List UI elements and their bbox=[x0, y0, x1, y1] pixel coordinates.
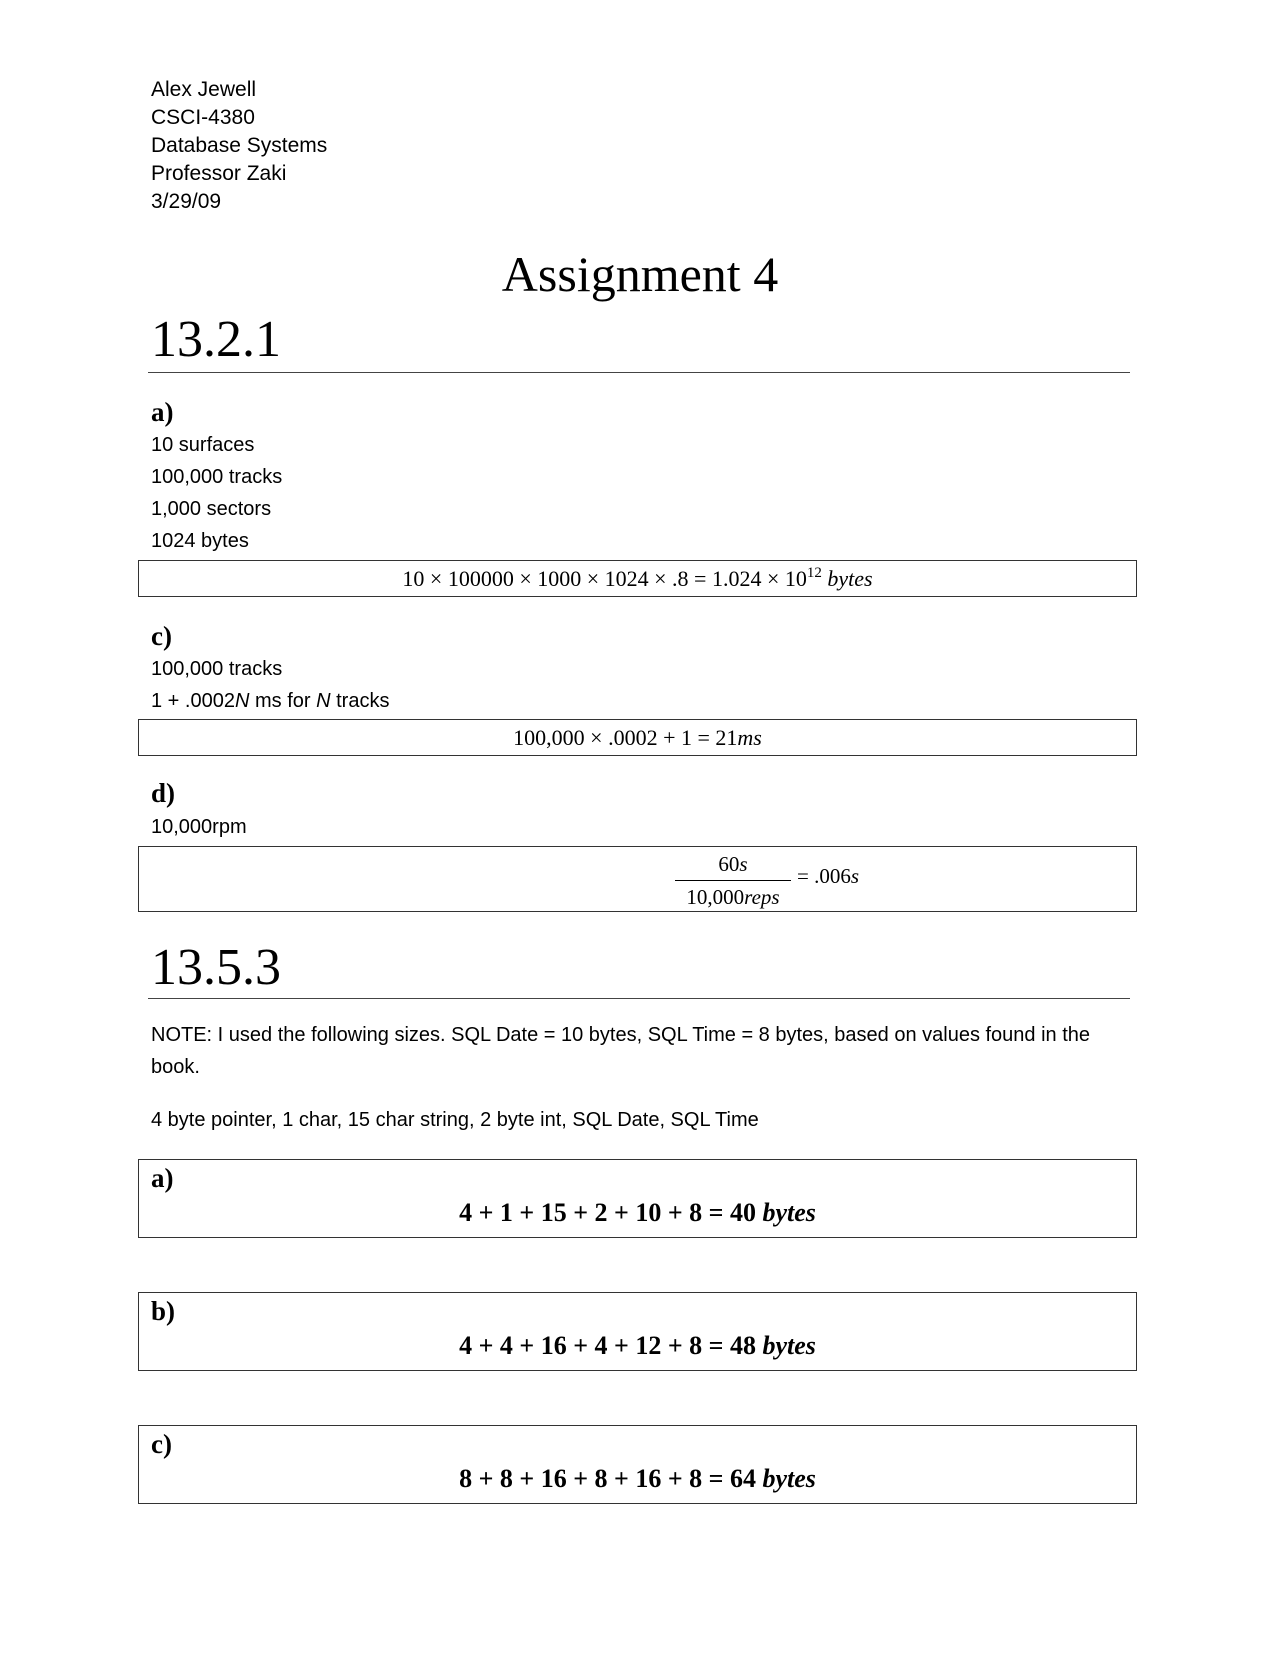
part-c-line-2 bbox=[151, 687, 389, 715]
equation-c bbox=[139, 725, 1136, 751]
professor-name: Professor Zaki bbox=[151, 162, 287, 185]
types-line: 4 byte pointer, 1 char, 15 char string, 2 byte int, SQL Date, SQL Time bbox=[151, 1109, 759, 1131]
section-divider bbox=[148, 998, 1130, 999]
equation-a-exponent: 12 bbox=[806, 565, 822, 581]
part-c-line-2-pre: 1 + .0002 bbox=[151, 690, 235, 712]
fraction-result bbox=[797, 864, 859, 889]
part-c-label: c) bbox=[151, 1429, 172, 1459]
section-heading-13-5-3: 13.5.3 bbox=[151, 939, 281, 996]
fraction-bar bbox=[675, 880, 791, 881]
part-c-line-1: 100,000 tracks bbox=[151, 658, 283, 680]
author-name: Alex Jewell bbox=[151, 78, 257, 101]
part-a-line: 1024 bytes bbox=[151, 530, 249, 552]
answer-box-13-5-3-c bbox=[138, 1425, 1137, 1504]
equation-a bbox=[139, 566, 1136, 592]
fraction-numerator bbox=[675, 849, 791, 879]
part-a-line: 10 surfaces bbox=[151, 434, 255, 456]
section-divider bbox=[148, 372, 1130, 373]
part-d-label: d) bbox=[151, 778, 176, 808]
fraction bbox=[675, 849, 791, 912]
answer-box-13-5-3-a bbox=[138, 1159, 1137, 1238]
answer-box-c bbox=[138, 719, 1137, 756]
fraction-denominator bbox=[675, 882, 791, 912]
part-a-line: 100,000 tracks bbox=[151, 466, 283, 488]
numerator-value: 60 bbox=[718, 852, 740, 876]
answer-box-d bbox=[138, 846, 1137, 912]
equation-c-text: 100,000 × .0002 + 1 = 21 bbox=[513, 725, 738, 750]
part-c-line-2-var: N bbox=[234, 690, 250, 712]
part-d-line-1: 10,000rpm bbox=[151, 816, 247, 838]
equation-13-5-3-b bbox=[139, 1331, 1136, 1361]
equation-a-lhs: 10 × 100000 × 1000 × 1024 × .8 = 1.024 × 10 bbox=[402, 566, 807, 591]
numerator-unit: s bbox=[739, 852, 748, 876]
course-name: Database Systems bbox=[151, 134, 328, 157]
denominator-value: 10,000 bbox=[686, 885, 745, 909]
answer-box-a bbox=[138, 560, 1137, 597]
equation-13-5-3-a bbox=[139, 1198, 1136, 1228]
equation-text: 4 + 1 + 15 + 2 + 10 + 8 = 40 bbox=[459, 1198, 756, 1227]
part-c-line-2-mid: ms for bbox=[249, 690, 317, 712]
equation-a-unit: bytes bbox=[827, 566, 873, 591]
part-a-line: 1,000 sectors bbox=[151, 498, 272, 520]
equation-text: 8 + 8 + 16 + 8 + 16 + 8 = 64 bbox=[459, 1464, 756, 1493]
submission-date: 3/29/09 bbox=[151, 190, 222, 213]
result-unit: s bbox=[850, 864, 860, 888]
denominator-unit: reps bbox=[744, 885, 780, 909]
note-line: NOTE: I used the following sizes. SQL Date = 10 bytes, SQL Time = 8 bytes, based on values found in the bbox=[151, 1024, 1091, 1046]
answer-box-13-5-3-b bbox=[138, 1292, 1137, 1371]
equation-unit: bytes bbox=[762, 1331, 816, 1360]
equation-unit: bytes bbox=[762, 1198, 816, 1227]
part-a-label: a) bbox=[151, 1163, 174, 1193]
part-c-line-2-var2: N bbox=[316, 690, 331, 712]
part-c-line-2-post: tracks bbox=[330, 690, 390, 712]
equation-13-5-3-c bbox=[139, 1464, 1136, 1494]
equation-text: 4 + 4 + 16 + 4 + 12 + 8 = 48 bbox=[459, 1331, 756, 1360]
result-value: = .006 bbox=[797, 864, 851, 888]
equation-unit: bytes bbox=[762, 1464, 816, 1493]
page-title: Assignment 4 bbox=[501, 246, 779, 302]
part-c-label: c) bbox=[151, 621, 172, 651]
course-number: CSCI-4380 bbox=[151, 106, 255, 129]
note-line-cont: book. bbox=[151, 1056, 200, 1078]
section-heading-13-2-1: 13.2.1 bbox=[151, 311, 281, 368]
part-b-label: b) bbox=[151, 1296, 176, 1326]
part-a-label: a) bbox=[151, 397, 174, 427]
equation-c-unit: ms bbox=[737, 725, 762, 750]
